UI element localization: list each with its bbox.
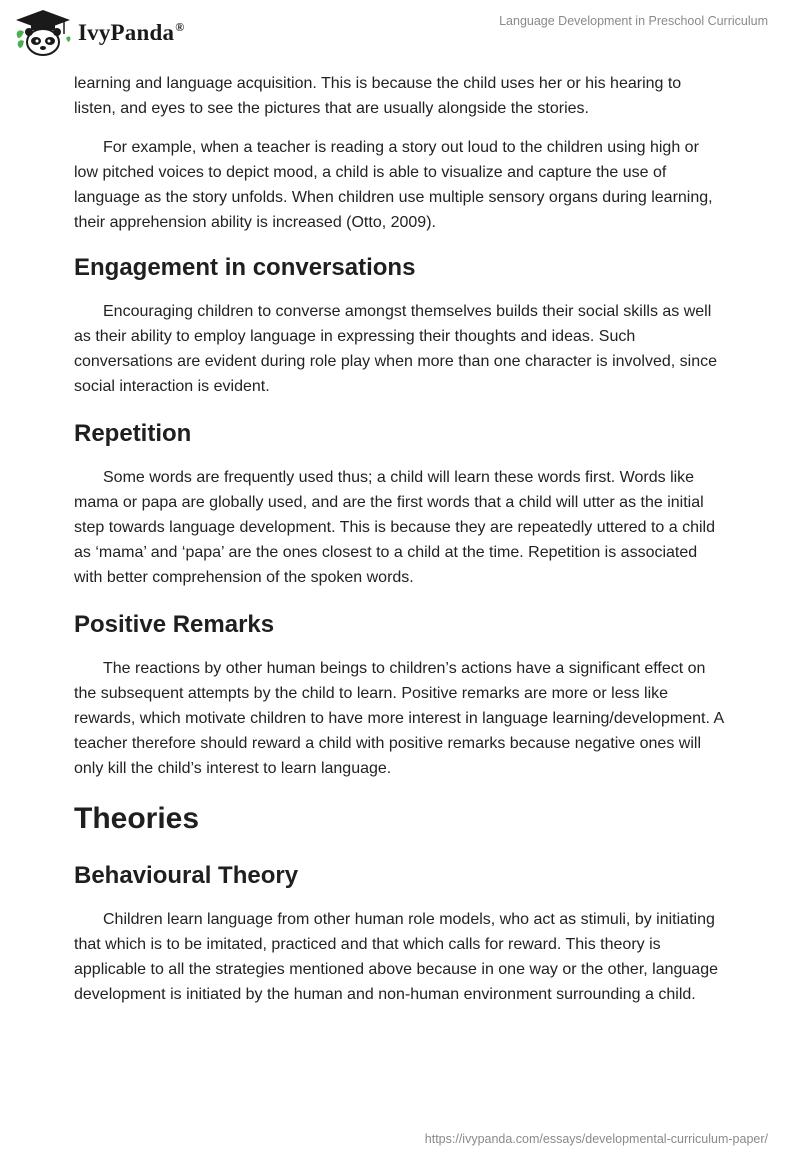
section-heading-repetition: Repetition: [74, 420, 192, 447]
paragraph: Encouraging children to converse amongst themselves builds their social skills as well as their ability to employ language in expressing their thoughts and ideas. Such conversations are evident during role play when more than one character is involved, since social interaction is evident.: [74, 303, 718, 395]
section-heading-behavioural-theory: Behavioural Theory: [74, 862, 299, 889]
paragraph: Some words are frequently used thus; a child will learn these words first. Words like mama or papa are globally used, and are the first words that a child will utter as the initial step towards language development. This is because they are repeatedly uttered to a child as ‘mama’ and ‘papa’ are the ones closest to a child at the time. Repetition is associated with better comprehension of the spoken words.: [74, 469, 715, 586]
panda-graduate-icon: [14, 8, 72, 58]
paragraph: learning and language acquisition. This is because the child uses her or his hearing to listen, and eyes to see the pictures that are usually alongside the stories.: [74, 75, 682, 117]
paragraph: The reactions by other human beings to children’s actions have a significant effect on the subsequent attempts by the child to learn. Positive remarks are more or less like rewards, which motivate children to have more interest in language learning/development. A teacher therefore should reward a child with positive remarks because negative ones will only kill the child’s interest to learn language.: [74, 660, 724, 777]
source-url: https://ivypanda.com/essays/developmental-curriculum-paper/: [424, 1132, 768, 1146]
page-header: [0, 0, 800, 70]
section-heading-positive-remarks: Positive Remarks: [74, 611, 275, 638]
logo-wordmark: IvyPanda®: [78, 20, 185, 45]
section-heading-engagement: Engagement in conversations: [74, 254, 416, 281]
running-title: Language Development in Preschool Curriculum: [499, 14, 768, 28]
essay-body: [74, 70, 724, 1007]
paragraph: For example, when a teacher is reading a story out loud to the children using high or low pitched voices to depict mood, a child is able to visualize and capture the use of language as the story unfolds. When children use multiple sensory organs during learning, their apprehension ability is increased (Otto, 2009).: [74, 139, 713, 231]
section-heading-theories: Theories: [74, 802, 200, 835]
ivypanda-logo[interactable]: [14, 8, 184, 58]
paragraph: Children learn language from other human role models, who act as stimuli, by initiating that which is to be imitated, practiced and that which calls for reward. This theory is applicable to all the strategies mentioned above because in one way or the other, language development is initiated by the human and non-human environment surrounding a child.: [74, 911, 718, 1003]
